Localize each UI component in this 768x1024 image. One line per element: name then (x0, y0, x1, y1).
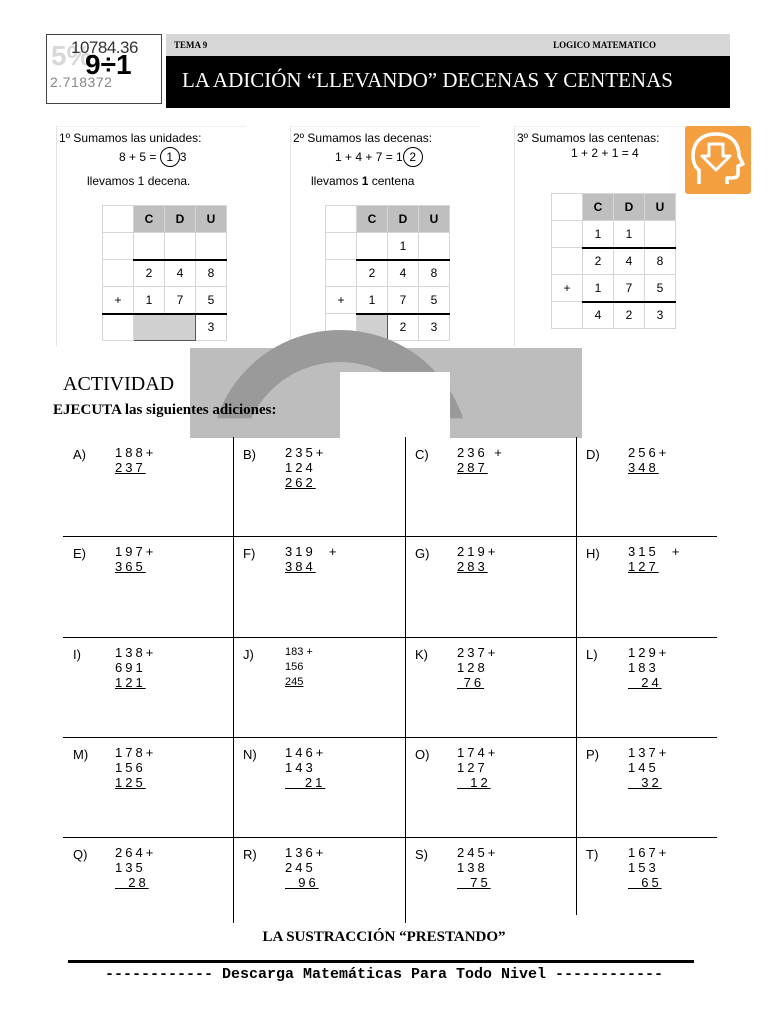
addend: 264+ (115, 845, 157, 860)
digit-cell: 8 (645, 248, 676, 275)
exercise-s (405, 837, 568, 934)
exercise-numbers (628, 845, 669, 890)
underlined-addend: 287 (457, 460, 488, 475)
digit-cell: 2 (134, 260, 165, 287)
addend: 691 (115, 660, 146, 675)
exercise-numbers (457, 845, 498, 890)
digit-cell: 8 (196, 260, 227, 287)
exercise-label: L) (586, 647, 598, 662)
step-1-heading: 1º Sumamos las unidades: (59, 131, 202, 145)
exercise-m (63, 737, 226, 834)
exercise-t (576, 837, 739, 934)
exercise-j (233, 637, 396, 734)
addend: 183 + (285, 646, 313, 658)
col-c: C (134, 206, 165, 233)
step-2-operation-text: 1 + 4 + 7 = 1 (335, 150, 403, 164)
exercise-g (405, 536, 568, 633)
addend: 129+ (628, 645, 670, 660)
watermark-window (340, 372, 450, 438)
exercise-numbers (285, 745, 326, 790)
result-cell: 3 (419, 314, 450, 341)
exercise-numbers (628, 544, 683, 574)
underlined-addend: 21 (285, 775, 326, 790)
head-download-icon-graphic (685, 126, 751, 194)
underlined-addend: 121 (115, 675, 146, 690)
carry-cell: 1 (614, 221, 645, 248)
circled-digit: 2 (403, 147, 423, 167)
exercise-numbers (285, 845, 326, 890)
addend: 245+ (457, 845, 499, 860)
addend: 128 (457, 660, 488, 675)
exercise-numbers (115, 544, 156, 574)
digit-cell: 2 (583, 248, 614, 275)
title-bar (166, 56, 730, 108)
digit-cell: 4 (388, 260, 419, 287)
exercise-label: I) (73, 647, 81, 662)
step-3 (514, 126, 704, 346)
exercise-numbers (457, 544, 498, 574)
result-cell: 3 (645, 302, 676, 329)
digit-cell: 5 (196, 287, 227, 314)
step-1-operation-end: 3 (179, 150, 187, 164)
carry-cell (134, 233, 165, 260)
step-3-operation: 1 + 2 + 1 = 4 (571, 146, 639, 160)
circled-digit: 1 (160, 147, 180, 167)
underlined-addend: 237 (115, 460, 146, 475)
shaded-result-cell (134, 314, 196, 341)
exercise-c (405, 437, 568, 534)
exercise-label: J) (243, 647, 254, 662)
col-d: D (614, 194, 645, 221)
step-1-operation (119, 147, 186, 167)
exercise-f (233, 536, 396, 633)
exercise-label: H) (586, 546, 600, 561)
exercise-q (63, 837, 226, 934)
addend: 245 (285, 860, 316, 875)
activity-instruction-verb: EJECUTA (53, 402, 122, 418)
col-c: C (357, 206, 388, 233)
digit-cell: 1 (583, 275, 614, 302)
logo (46, 34, 162, 104)
step-1 (56, 126, 246, 346)
exercise-numbers (457, 445, 505, 475)
addend: 137+ (628, 745, 670, 760)
exercise-label: Q) (73, 847, 88, 862)
digit-cell: 7 (165, 287, 196, 314)
addend: 237+ (457, 645, 499, 660)
addend: 156 (115, 760, 146, 775)
col-u: U (645, 194, 676, 221)
exercise-label: K) (415, 647, 428, 662)
addend: 174+ (457, 745, 499, 760)
digit-cell: 5 (645, 275, 676, 302)
addend: 178+ (115, 745, 157, 760)
underlined-addend: 245 (285, 676, 304, 688)
addend: 167+ (628, 845, 670, 860)
exercise-l (576, 637, 739, 734)
underlined-addend: 76 (457, 675, 485, 690)
carry-cell: 1 (388, 233, 419, 260)
exercise-numbers (115, 445, 156, 475)
digit-cell: 1 (134, 287, 165, 314)
plus-sign: + (552, 275, 583, 302)
underlined-addend: 262 (285, 475, 316, 490)
exercise-label: N) (243, 747, 257, 762)
result-cell: 3 (196, 314, 227, 341)
exercise-label: E) (73, 546, 86, 561)
exercise-n (233, 737, 396, 834)
digit-cell: 5 (419, 287, 450, 314)
underlined-addend: 96 (285, 875, 319, 890)
exercise-p (576, 737, 739, 834)
step-1-operation-text: 8 + 5 = (119, 150, 160, 164)
exercise-numbers (628, 445, 669, 475)
col-d: D (165, 206, 196, 233)
exercise-label: S) (415, 847, 428, 862)
step-2-note-end: centena (368, 174, 415, 188)
activity-instruction (53, 402, 277, 419)
addend: 235+ (285, 445, 327, 460)
underlined-addend: 125 (115, 775, 146, 790)
addend: 136+ (285, 845, 327, 860)
exercise-label: M) (73, 747, 89, 762)
exercise-numbers (115, 645, 156, 690)
exercise-a (63, 437, 226, 534)
addend: 143 (285, 760, 316, 775)
step-2-note-start: llevamos (311, 174, 362, 188)
exercise-label: B) (243, 447, 256, 462)
addend: 256+ (628, 445, 670, 460)
addend: 156 (285, 661, 304, 673)
addend: 219+ (457, 544, 499, 559)
exercise-label: O) (415, 747, 430, 762)
tema-label: TEMA 9 (174, 40, 208, 50)
underlined-addend: 384 (285, 559, 316, 574)
exercise-numbers (285, 645, 313, 690)
carry-cell (196, 233, 227, 260)
col-c: C (583, 194, 614, 221)
logo-faint-text: 5% (51, 40, 92, 71)
addend: 319 + (285, 544, 340, 559)
underlined-addend: 75 (457, 875, 491, 890)
exercise-label: A) (73, 447, 86, 462)
digit-cell: 2 (357, 260, 388, 287)
exercise-label: G) (415, 546, 430, 561)
exercise-o (405, 737, 568, 834)
addend: 138+ (115, 645, 157, 660)
carry-cell: 1 (583, 221, 614, 248)
digit-cell: 4 (614, 248, 645, 275)
addend: 127 (457, 760, 488, 775)
addend: 236 + (457, 445, 505, 460)
step-3-table (551, 193, 676, 329)
result-cell: 4 (583, 302, 614, 329)
exercise-label: C) (415, 447, 429, 462)
exercise-h (576, 536, 739, 633)
addend: 183 (628, 660, 659, 675)
carry-cell (419, 233, 450, 260)
exercise-e (63, 536, 226, 633)
exercise-grid (63, 437, 717, 923)
plus-sign: + (326, 287, 357, 314)
underlined-addend: 127 (628, 559, 659, 574)
result-cell: 2 (388, 314, 419, 341)
exercise-label: T) (586, 847, 599, 862)
activity-instruction-rest: las siguientes adiciones: (121, 402, 277, 418)
exercise-numbers (457, 745, 498, 790)
exercise-numbers (285, 544, 340, 574)
addend: 124 (285, 460, 316, 475)
exercise-b (233, 437, 396, 534)
page-title: LA ADICIÓN “LLEVANDO” DECENAS Y CENTENAS (182, 68, 673, 92)
digit-cell: 7 (614, 275, 645, 302)
addend: 135 (115, 860, 146, 875)
exercise-numbers (285, 445, 326, 490)
exercise-numbers (628, 745, 669, 790)
step-2-heading: 2º Sumamos las decenas: (293, 131, 433, 145)
exercise-label: R) (243, 847, 257, 862)
underlined-addend: 32 (628, 775, 662, 790)
addend: 188+ (115, 445, 157, 460)
carry-cell (165, 233, 196, 260)
digit-cell: 8 (419, 260, 450, 287)
logo-number-bottom: 2.718372 (50, 74, 113, 90)
underlined-addend: 24 (628, 675, 662, 690)
exercise-r (233, 837, 396, 934)
underlined-addend: 283 (457, 559, 488, 574)
exercise-numbers (628, 645, 669, 690)
step-1-table (102, 205, 227, 341)
addend: 153 (628, 860, 659, 875)
step-2-operation (335, 147, 423, 167)
step-3-heading: 3º Sumamos las centenas: (517, 131, 660, 145)
logo-formula: 9÷1 (85, 49, 132, 80)
area-label: LOGICO MATEMATICO (553, 40, 656, 50)
addend: 138 (457, 860, 488, 875)
plus-sign: + (103, 287, 134, 314)
step-2 (290, 126, 480, 346)
carry-cell (357, 233, 388, 260)
activity-title: ACTIVIDAD (63, 373, 175, 395)
step-2-note-bold: 1 (361, 174, 369, 188)
digit-cell: 1 (357, 287, 388, 314)
underlined-addend: 65 (628, 875, 662, 890)
exercise-k (405, 637, 568, 734)
logo-number-top: 10784.36 (71, 38, 138, 57)
footer-rule (68, 960, 694, 963)
exercise-numbers (115, 745, 156, 790)
result-cell: 2 (614, 302, 645, 329)
step-2-note (311, 174, 414, 188)
step-2-table (325, 205, 450, 341)
head-download-icon[interactable] (685, 126, 751, 194)
footer-text: ------------ Descarga Matemáticas Para Todo Nivel ------------ (104, 966, 664, 983)
exercise-label: P) (586, 747, 599, 762)
exercise-i (63, 637, 226, 734)
step-1-note: llevamos 1 decena. (87, 174, 191, 188)
addend: 146+ (285, 745, 327, 760)
col-u: U (196, 206, 227, 233)
underlined-addend: 28 (115, 875, 149, 890)
exercise-numbers (115, 845, 156, 890)
digit-cell: 7 (388, 287, 419, 314)
digit-cell: 4 (165, 260, 196, 287)
header-band (166, 34, 730, 56)
exercise-d (576, 437, 739, 534)
underlined-addend: 348 (628, 460, 659, 475)
underlined-addend: 12 (457, 775, 491, 790)
addend: 197+ (115, 544, 157, 559)
col-d: D (388, 206, 419, 233)
addend: 145 (628, 760, 659, 775)
exercise-numbers (457, 645, 498, 690)
col-u: U (419, 206, 450, 233)
exercise-label: D) (586, 447, 600, 462)
underlined-addend: 365 (115, 559, 146, 574)
addend: 315 + (628, 544, 683, 559)
carry-cell (645, 221, 676, 248)
exercise-label: F) (243, 546, 256, 561)
next-section-title: LA SUSTRACCIÓN “PRESTANDO” (262, 929, 506, 945)
